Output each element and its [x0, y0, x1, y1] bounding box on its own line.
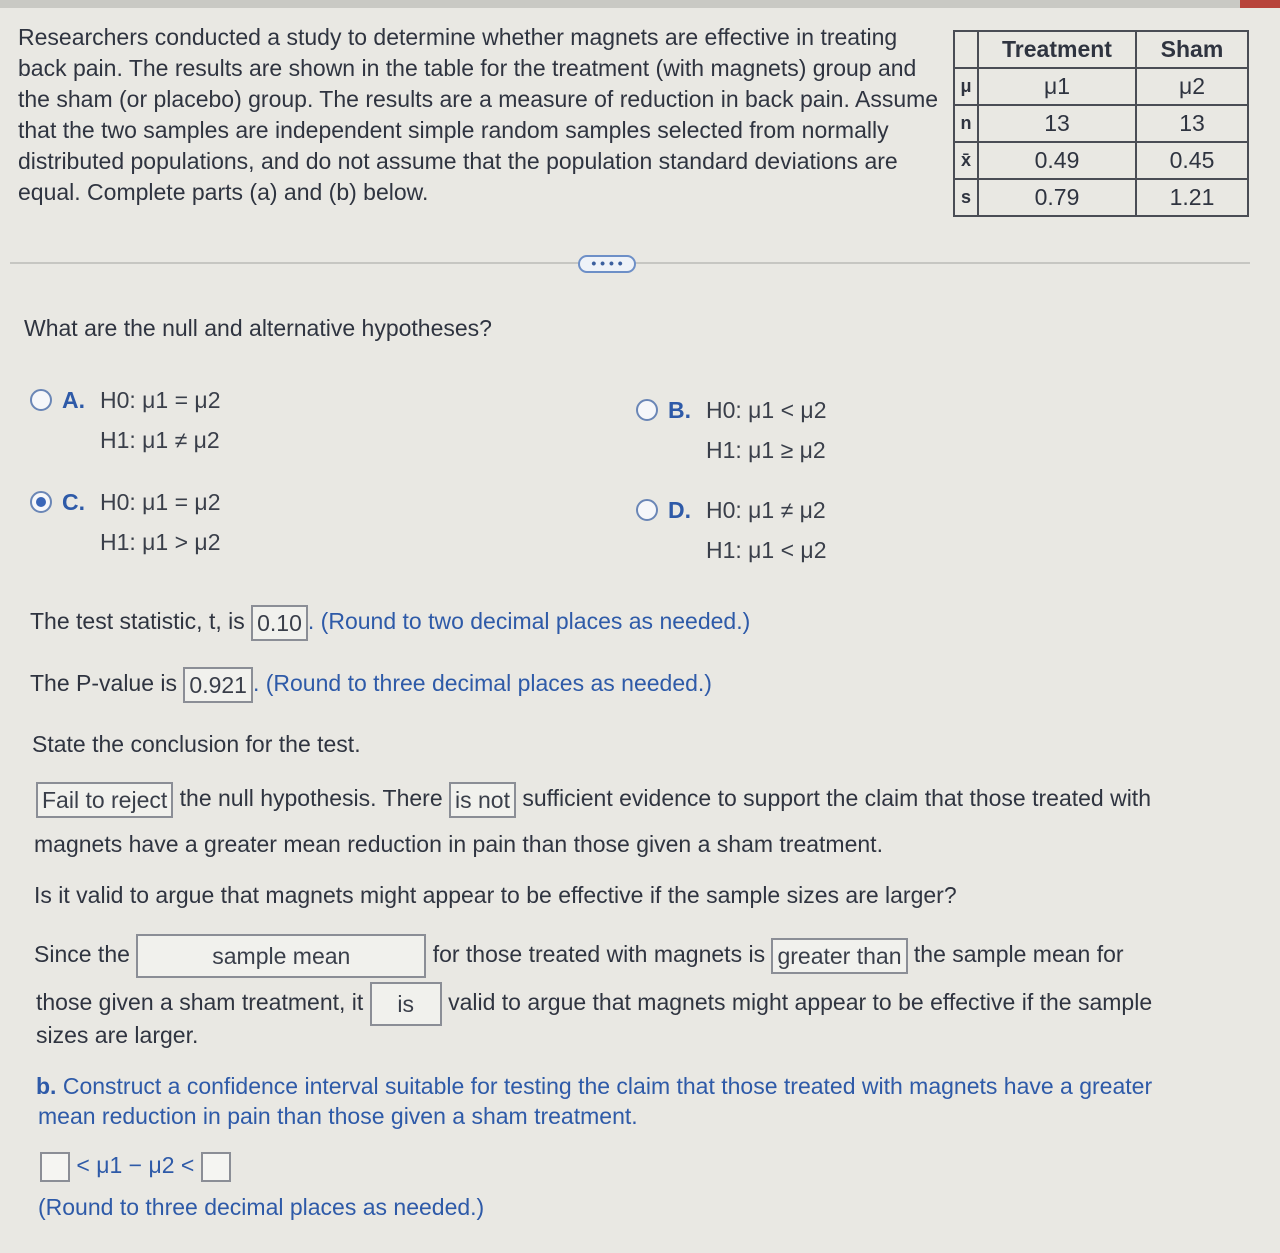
option-letter: D. [668, 496, 691, 523]
since-text: Since the [34, 941, 130, 968]
pvalue-input[interactable]: 0.921 [183, 667, 253, 703]
test-statistic-label: The test statistic, t, is [30, 608, 245, 635]
row-label: s [954, 179, 978, 216]
option-d[interactable] [636, 490, 826, 570]
option-h0: H0: μ1 < μ2 [706, 396, 827, 423]
pvalue-line [30, 667, 712, 703]
cell-sham: μ2 [1136, 68, 1248, 105]
test-statistic-hint: . (Round to two decimal places as needed.) [307, 608, 751, 635]
since-line-2 [36, 982, 1152, 1026]
option-h0: H0: μ1 = μ2 [100, 386, 221, 413]
ci-hint: (Round to three decimal places as needed.) [38, 1194, 485, 1220]
top-bar [0, 0, 1280, 8]
part-b-label: b. [36, 1073, 57, 1099]
option-letter: A. [62, 386, 85, 413]
since-line-1 [34, 934, 1124, 978]
part-b-line-2: mean reduction in pain than those given a sham treatment. [38, 1103, 638, 1129]
test-statistic-line [30, 605, 750, 641]
ci-lower-input[interactable] [40, 1152, 70, 1182]
since-text: the sample mean for [913, 941, 1124, 968]
option-letter: C. [62, 488, 85, 515]
confidence-interval [40, 1152, 231, 1182]
conclusion-line-2: magnets have a greater mean reduction in pain than those given a sham treatment. [34, 831, 883, 857]
conclusion-text: sufficient evidence to support the claim that those treated with [522, 785, 1151, 812]
table-header-sham: Sham [1136, 31, 1248, 68]
row-label: μ [954, 68, 978, 105]
conclusion-text: the null hypothesis. There [179, 785, 443, 812]
row-label: n [954, 105, 978, 142]
hypotheses-question: What are the null and alternative hypotheses? [24, 315, 492, 341]
option-h0: H0: μ1 = μ2 [100, 488, 221, 515]
table-header-treatment: Treatment [978, 31, 1136, 68]
part-b-text: Construct a confidence interval suitable for testing the claim that those treated with magnets have a greater [62, 1073, 1153, 1099]
test-statistic-input[interactable]: 0.10 [251, 605, 308, 641]
cell-sham: 13 [1136, 105, 1248, 142]
data-table [953, 30, 1249, 217]
table-row [954, 105, 1248, 142]
cell-treatment: 13 [978, 105, 1136, 142]
cell-treatment: 0.79 [978, 179, 1136, 216]
option-h1: H1: μ1 ≠ μ2 [100, 427, 220, 453]
radio-b[interactable] [636, 399, 658, 421]
since-text: for those treated with magnets is [432, 941, 766, 968]
cell-treatment: 0.49 [978, 142, 1136, 179]
table-row [954, 179, 1248, 216]
table-row [954, 68, 1248, 105]
row-label: x̄ [954, 142, 978, 179]
option-a[interactable] [30, 380, 220, 460]
ci-upper-input[interactable] [201, 1152, 231, 1182]
option-h0: H0: μ1 ≠ μ2 [706, 496, 826, 523]
pvalue-hint: . (Round to three decimal places as needed.) [252, 670, 712, 697]
statistic-dropdown[interactable]: sample mean [136, 934, 426, 978]
cell-treatment: μ1 [978, 68, 1136, 105]
cell-sham: 0.45 [1136, 142, 1248, 179]
since-line-3: sizes are larger. [36, 1022, 199, 1048]
since-text: those given a sham treatment, it [36, 989, 364, 1016]
option-b[interactable] [636, 390, 826, 470]
valid-question: Is it valid to argue that magnets might appear to be effective if the sample sizes are larger? [34, 882, 957, 908]
cell-sham: 1.21 [1136, 179, 1248, 216]
radio-c[interactable] [30, 491, 52, 513]
option-h1: H1: μ1 ≥ μ2 [706, 437, 826, 463]
option-h1: H1: μ1 < μ2 [706, 537, 827, 563]
expand-more-button[interactable]: • • • • [578, 255, 636, 273]
validity-dropdown[interactable]: is [370, 982, 442, 1026]
problem-statement: Researchers conducted a study to determine whether magnets are effective in treating back pain. The results are shown in the table for the treatment (with magnets) group and the sham (or placebo) group. The results are a measure of reduction in back pain. Assume that the two samples are independent simple random samples selected from normally distributed populations, and do not assume that the population standard deviations are equal. Complete parts (a) and (b) below. [18, 24, 939, 205]
radio-a[interactable] [30, 389, 52, 411]
conclusion-line-1 [36, 782, 1151, 818]
evidence-dropdown[interactable]: is not [449, 782, 516, 818]
comparison-dropdown[interactable]: greater than [771, 938, 907, 974]
since-text: valid to argue that magnets might appear to be effective if the sample [448, 989, 1153, 1016]
option-c[interactable] [30, 482, 220, 562]
table-row [954, 142, 1248, 179]
ci-middle: < μ1 − μ2 < [76, 1152, 195, 1179]
part-b-line-1 [36, 1073, 1152, 1100]
option-h1: H1: μ1 > μ2 [100, 529, 221, 555]
top-bar-accent [1240, 0, 1280, 8]
pvalue-label: The P-value is [30, 670, 178, 697]
table-corner [954, 31, 978, 68]
conclusion-prompt: State the conclusion for the test. [32, 731, 361, 757]
decision-dropdown[interactable]: Fail to reject [36, 782, 173, 818]
radio-d[interactable] [636, 499, 658, 521]
option-letter: B. [668, 396, 691, 423]
